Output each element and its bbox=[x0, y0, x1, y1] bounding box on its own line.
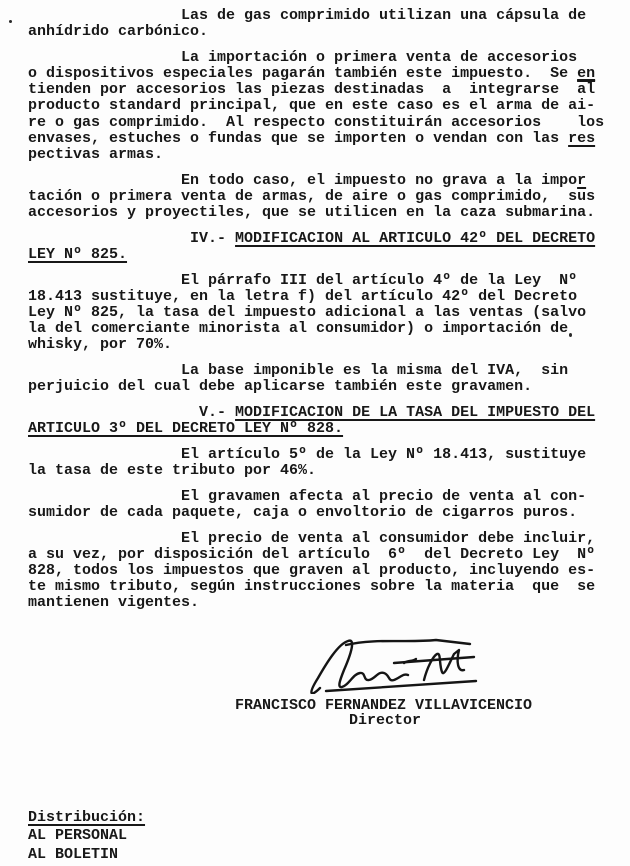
text-line: ARTICULO 3º DEL DECRETO LEY Nº 828. bbox=[28, 420, 344, 438]
signature-scrawl bbox=[306, 636, 484, 694]
distribution-item-boletin: AL BOLETIN bbox=[28, 845, 119, 863]
signatory-name: FRANCISCO FERNANDEZ VILLAVICENCIO bbox=[235, 697, 533, 714]
distribution-list bbox=[28, 809, 145, 864]
text-line: Ley Nº 825, la tasa del impuesto adicional a las ventas (salvo bbox=[28, 304, 587, 321]
text-line: la del comerciante minorista al consumidor) o importación de bbox=[28, 320, 569, 338]
text-line: IV.- MODIFICACION AL ARTICULO 42º DEL DECRETO bbox=[28, 229, 596, 247]
text-line: En todo caso, el impuesto no grava a la impor bbox=[28, 171, 587, 189]
paragraph-caza-submarina bbox=[28, 173, 620, 222]
distribution-item-personal: AL PERSONAL bbox=[28, 827, 128, 845]
text-line: El párrafo III del artículo 4º de la Ley Nº bbox=[28, 271, 578, 289]
paragraph-parrafo-iii bbox=[28, 273, 620, 354]
text-line: mantienen vigentes. bbox=[28, 594, 200, 612]
paragraph-precio-venta bbox=[28, 531, 620, 612]
text-line: a su vez, por disposición del artículo 6º del Decreto Ley Nº bbox=[28, 545, 596, 563]
paragraph-gas-comprimido bbox=[28, 8, 620, 40]
text-line: 828, todos los impuestos que graven al producto, incluyendo es- bbox=[28, 561, 596, 579]
text-line: La importación o primera venta de accesorios bbox=[28, 48, 578, 66]
text-line: tación o primera venta de armas, de aire o gas comprimido, sus bbox=[28, 187, 596, 205]
text-line: o dispositivos especiales pagarán también este impuesto. Se en bbox=[28, 65, 596, 83]
heading-seccion-v bbox=[28, 405, 620, 437]
text-line: la tasa de este tributo por 46%. bbox=[28, 462, 317, 479]
text-line: LEY Nº 825. bbox=[28, 245, 128, 263]
text-line: La base imponible es la misma del IVA, sin bbox=[28, 362, 569, 380]
text-line: anhídrido carbónico. bbox=[28, 23, 209, 41]
text-line: El gravamen afecta al precio de venta al con- bbox=[28, 487, 587, 505]
text-line: 18.413 sustituye, en la letra f) del artículo 42º del Decreto bbox=[28, 287, 578, 305]
text-line: El artículo 5º de la Ley Nº 18.413, sustituye bbox=[28, 445, 587, 463]
heading-seccion-iv bbox=[28, 231, 620, 263]
paragraph-accesorios bbox=[28, 50, 620, 163]
text-line: Las de gas comprimido utilizan una cápsula de bbox=[28, 7, 587, 24]
text-line: pectivas armas. bbox=[28, 146, 164, 163]
text-line: sumidor de cada paquete, caja o envoltorio de cigarros puros. bbox=[28, 503, 578, 521]
paragraph-articulo-5 bbox=[28, 447, 620, 479]
text-line: accesorios y proyectiles, que se utilicen en la caza submarina. bbox=[28, 204, 596, 222]
text-line: envases, estuches o fundas que se importen o vendan con las res bbox=[28, 129, 596, 147]
paragraph-gravamen-cigarros bbox=[28, 489, 620, 521]
text-line: El precio de venta al consumidor debe incluir, bbox=[28, 529, 596, 547]
scan-artifact-dot bbox=[9, 20, 12, 23]
text-line: whisky, por 70%. bbox=[28, 336, 173, 354]
text-line: perjuicio del cual debe aplicarse también este gravamen. bbox=[28, 378, 533, 396]
text-line: te mismo tributo, según instrucciones sobre la materia que se bbox=[28, 578, 596, 596]
text-line: producto standard principal, que en este caso es el arma de ai- bbox=[28, 97, 596, 115]
signature-block bbox=[0, 636, 630, 736]
distribution-heading: Distribución: bbox=[28, 809, 146, 826]
signatory-title: Director bbox=[349, 712, 422, 729]
text-line: tienden por accesorios las piezas destinadas a integrarse $\overline{al}$ bbox=[28, 81, 596, 99]
text-line: V.- MODIFICACION DE LA TASA DEL IMPUESTO DEL bbox=[28, 403, 596, 421]
document-body bbox=[28, 8, 620, 621]
text-line: re o gas comprimido. Al respecto constituirán accesorios los bbox=[28, 113, 605, 131]
paragraph-base-imponible bbox=[28, 363, 620, 395]
